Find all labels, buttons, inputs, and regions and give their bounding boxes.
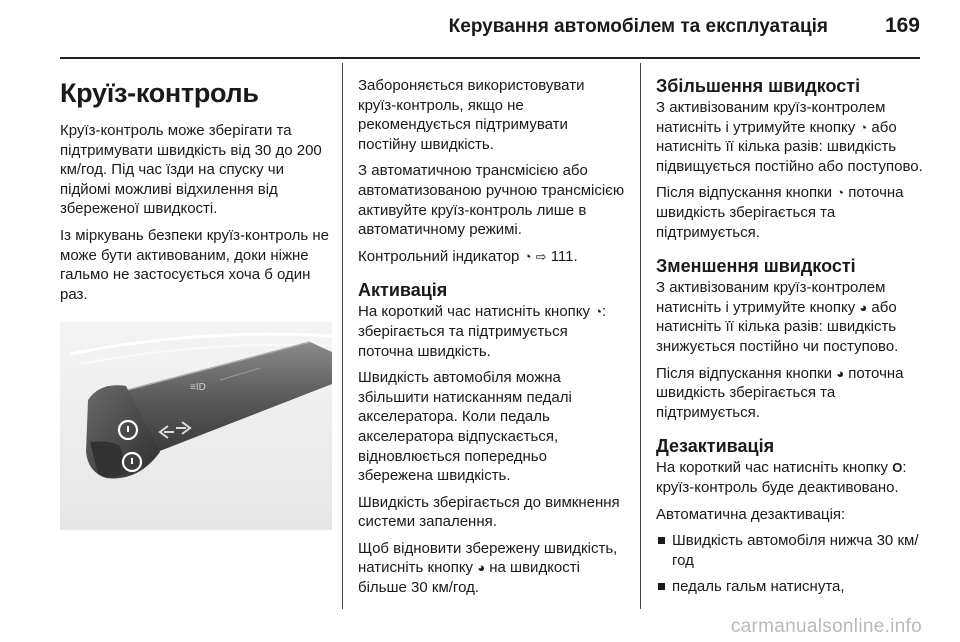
paragraph (358, 302, 626, 361)
text: : круїз-контроль буде деактивовано. (656, 459, 907, 496)
text: або натисніть її кілька разів: швидкість знижується постійно чи поступово. (656, 298, 899, 355)
text: Після відпускання кнопки (656, 184, 833, 202)
paragraph: Автоматична дезактивація: (656, 505, 846, 523)
paragraph: Із міркувань безпеки круїз-контроль не може бути активованим, доки ніжне гальмо не застосується хоча б один раз. (60, 226, 329, 303)
arrow-ref-icon: ⇨ (535, 248, 547, 264)
page-header-title: Керування автомобілем та експлуатація (448, 16, 828, 37)
svg-text:≡ID: ≡ID (190, 382, 206, 393)
text: 111. (550, 247, 578, 265)
list-item: Швидкість автомобіля нижча 30 км/год (656, 531, 936, 570)
cruise-resume-icon: ◔ (594, 304, 603, 320)
paragraph: Забороняється використовувати круїз-контроль, якщо не рекомендується підтримувати постійну швидкість. (358, 77, 585, 153)
paragraph (358, 539, 626, 598)
text: З активізованим круїз-контролем натисніть і утримуйте кнопку (656, 279, 886, 316)
section-title: Круїз-контроль (60, 78, 259, 108)
cruise-set-icon: ◕ (477, 560, 486, 576)
paragraph (656, 98, 936, 176)
paragraph (656, 458, 936, 497)
text: На короткий час натисніть кнопку (656, 459, 889, 477)
subsection-title: Збільшення швидкості (656, 76, 861, 96)
paragraph: Швидкість зберігається до вимкнення системи запалення. (358, 493, 620, 531)
text: Після відпускання кнопки (656, 364, 833, 382)
text: Контрольний індикатор (358, 247, 520, 265)
watermark: carmanualsonline.info (730, 616, 922, 637)
column-divider-2 (640, 63, 641, 609)
text: або натисніть її кілька разів: швидкість підвищується постійно або поступово. (656, 118, 923, 175)
text: : зберігається та підтримується поточна швидкість. (358, 303, 607, 360)
cruise-resume-icon: ◔ (859, 119, 868, 135)
text: З активізованим круїз-контролем натисніть і утримуйте кнопку (656, 99, 886, 136)
cruise-resume-icon: ◔ (836, 185, 845, 201)
column-3 (656, 76, 936, 604)
subsection-title: Зменшення швидкості (656, 256, 856, 277)
text: На короткий час натисніть кнопку (358, 303, 591, 321)
cruise-control-indicator-icon: ◔ (523, 248, 532, 264)
cruise-off-icon: O (892, 460, 903, 476)
subsection-title: Дезактивація (656, 436, 775, 457)
text: Щоб відновити збережену швидкість, натисніть кнопку (358, 539, 618, 577)
bullet-list (656, 531, 936, 597)
paragraph (656, 183, 936, 242)
text: на швидкості більше 30 км/год. (358, 559, 580, 597)
page-number: 169 (884, 14, 920, 37)
cruise-control-lever-illustration (60, 322, 332, 530)
paragraph (358, 247, 626, 267)
list-item: педаль гальм натиснута, (656, 577, 936, 597)
subsection-title: Активація (358, 280, 448, 301)
column-2 (358, 76, 626, 605)
cruise-set-icon: ◕ (859, 299, 868, 315)
paragraph (656, 278, 936, 356)
paragraph: Швидкість автомобіля можна збільшити натисканням педалі акселератора. Коли педаль акселератора відпускається, відновлюється попередньо збережена швидкість. (358, 369, 572, 485)
text: поточна швидкість зберігається та підтримується. (656, 364, 904, 421)
header-rule (60, 57, 920, 59)
paragraph (656, 364, 936, 423)
paragraph: З автоматичною трансмісією або автоматизованою ручною трансмісією активуйте круїз-контроль лише в автоматичному режимі. (358, 162, 625, 239)
column-divider-1 (342, 63, 343, 609)
text: поточна швидкість зберігається та підтримується. (656, 184, 904, 241)
cruise-set-icon: ◕ (836, 365, 845, 381)
column-1 (60, 68, 330, 311)
paragraph: Круїз-контроль може зберігати та підтримувати швидкість від 30 до 200 км/год. Під час їзди на спуску чи підйомі можливі відхилення від збереженої швидкості. (60, 122, 322, 218)
